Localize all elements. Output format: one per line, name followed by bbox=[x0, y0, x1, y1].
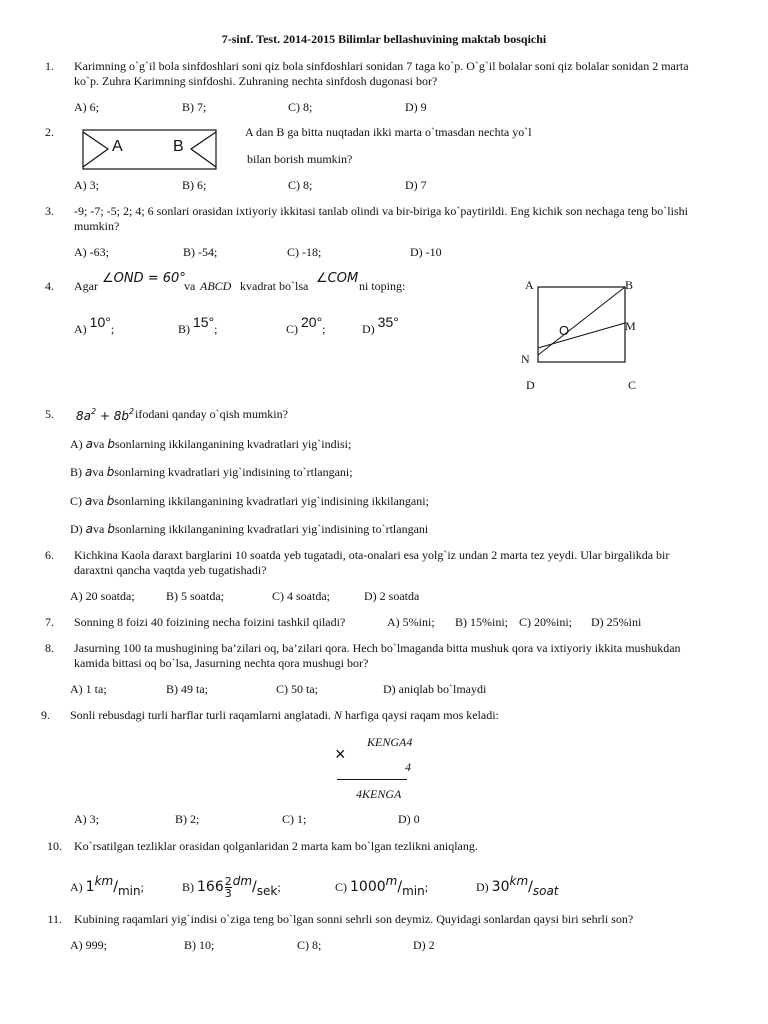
fraction-denominator: 3 bbox=[224, 886, 232, 900]
question-number: 10. bbox=[47, 839, 62, 853]
unit-denominator: soat bbox=[532, 884, 559, 898]
option-a[interactable]: A) -63; bbox=[74, 245, 109, 259]
speed-number: 1 bbox=[85, 879, 95, 895]
option-separator: ; bbox=[277, 880, 281, 894]
option-separator: ; bbox=[214, 322, 218, 336]
option-label: D) bbox=[70, 522, 83, 536]
question-text: Ko`rsatilgan tezliklar orasidan qolganlaridan 2 marta kam bo`lgan tezlikni aniqlang. bbox=[74, 839, 478, 853]
option-d[interactable] bbox=[362, 314, 399, 337]
vertex-d-label: D bbox=[526, 378, 535, 392]
option-a[interactable]: A) 3; bbox=[74, 812, 99, 826]
option-b[interactable]: B) 10; bbox=[184, 938, 215, 952]
question-text-agar: Agar bbox=[74, 279, 98, 293]
rebus-top: KENGA4 bbox=[367, 735, 413, 749]
option-d[interactable]: D) aniqlab bo`lmaydi bbox=[383, 682, 487, 696]
option-c[interactable]: C) 20%ini; bbox=[519, 615, 572, 629]
unit-denominator: sek bbox=[256, 884, 278, 898]
option-a[interactable]: A) 3; bbox=[74, 178, 99, 192]
question-text: Jasurning 100 ta mushugining ba’zilari oq, ba’zilari qora. Hech bo`lmaganda bitta mushuk qora va ixtiyoriy ikkita mushukdan kamida bittasi oq bo`lsa, Jasurning nechta qora mushugi bor? bbox=[74, 641, 681, 670]
option-c[interactable]: C) 4 soatda; bbox=[272, 589, 330, 603]
option-b[interactable]: B) 6; bbox=[182, 178, 207, 192]
unit-numerator: m bbox=[385, 874, 398, 888]
question-text bbox=[70, 708, 499, 723]
speed-value: 1000m/min bbox=[350, 874, 425, 898]
question-number: 2. bbox=[45, 125, 54, 139]
fraction-numerator: 2 bbox=[224, 874, 232, 888]
var-a: a bbox=[85, 522, 94, 536]
question-number: 9. bbox=[41, 708, 50, 722]
option-label: A) bbox=[70, 880, 83, 894]
question-number: 3. bbox=[45, 204, 54, 218]
option-b[interactable]: B) 49 ta; bbox=[166, 682, 208, 696]
var-a: a bbox=[85, 465, 93, 479]
option-label: D) bbox=[476, 880, 489, 894]
point-o-label: O bbox=[559, 323, 570, 338]
option-c[interactable]: C) 8; bbox=[297, 938, 322, 952]
square-name: ABCD bbox=[200, 279, 232, 293]
speed-value: 166 $\frac{2}{3}$ dm/sek bbox=[197, 874, 278, 900]
question-number: 6. bbox=[45, 548, 54, 562]
option-value: 20° bbox=[301, 314, 323, 330]
option-a[interactable] bbox=[70, 437, 351, 452]
unit-numerator: dm bbox=[232, 874, 253, 888]
question-number: 1. bbox=[45, 59, 54, 73]
option-a[interactable]: A) 6; bbox=[74, 100, 99, 114]
question-text-pre: Sonli rebusdagi turli harflar turli raqamlarni anglatadi. bbox=[70, 708, 331, 722]
option-label: B) bbox=[70, 465, 82, 479]
var-a: a bbox=[85, 494, 93, 508]
question-text: -9; -7; -5; 2; 4; 6 sonlari orasidan ixtiyoriy ikkitasi tanlab olindi va bir-biriga ko`paytirildi. Eng kichik son nechaga teng bo`lishi mumkin? bbox=[74, 204, 688, 233]
speed-value: 1km/min bbox=[85, 874, 141, 898]
vertex-b-label: B bbox=[625, 278, 634, 292]
expr-square: 2 bbox=[91, 407, 97, 416]
rebus-result: 4KENGA bbox=[356, 787, 402, 801]
page-title: 7-sinf. Test. 2014-2015 Bilimlar bellashuvining maktab bosqichi bbox=[221, 32, 547, 46]
question-text-kvadrat: kvadrat bo`lsa bbox=[240, 279, 309, 293]
option-label: C) bbox=[286, 322, 298, 336]
expr-square: 2 bbox=[129, 407, 135, 416]
option-c[interactable] bbox=[70, 494, 429, 509]
point-m-label: M bbox=[625, 319, 636, 333]
option-a[interactable] bbox=[74, 314, 115, 337]
angle-com: ∠COM bbox=[316, 271, 359, 286]
question-number: 8. bbox=[45, 641, 54, 655]
option-text: sonlarning ikkilanganining kvadratlari yig`indisi; bbox=[114, 437, 352, 451]
conj: va bbox=[92, 465, 104, 479]
option-b[interactable] bbox=[182, 874, 281, 899]
point-a-label: A bbox=[112, 138, 123, 155]
var-b: b bbox=[107, 522, 115, 536]
expression bbox=[76, 407, 134, 423]
expr-term-a: 8a bbox=[76, 409, 91, 423]
option-d[interactable] bbox=[70, 522, 428, 537]
letter-n: N bbox=[333, 708, 342, 722]
option-b[interactable]: B) 2; bbox=[175, 812, 200, 826]
mixed-fraction bbox=[225, 876, 232, 899]
question-text: Sonning 8 foizi 40 foizining necha foizini tashkil qiladi? bbox=[74, 615, 346, 629]
square-figure bbox=[530, 282, 630, 364]
option-a[interactable] bbox=[70, 874, 144, 898]
conj: va bbox=[92, 494, 104, 508]
option-label: A) bbox=[74, 322, 87, 336]
option-separator: ; bbox=[140, 880, 144, 894]
option-separator: ; bbox=[110, 322, 115, 336]
conj: va bbox=[93, 437, 105, 451]
option-label: C) bbox=[70, 494, 82, 508]
option-b[interactable]: B) 7; bbox=[182, 100, 207, 114]
question-text: ifodani qanday o`qish mumkin? bbox=[135, 407, 288, 421]
option-b[interactable] bbox=[178, 314, 218, 337]
speed-number: 30 bbox=[491, 879, 510, 895]
option-d[interactable]: D) 7 bbox=[405, 178, 427, 192]
option-d[interactable]: D) 25%ini bbox=[591, 615, 642, 629]
option-label: D) bbox=[362, 322, 375, 336]
option-separator: ; bbox=[424, 880, 429, 894]
question-text: Kichkina Kaola daraxt barglarini 10 soatda yeb tugatadi, ota-onalari esa yolg`iz undan 2 marta tez yeydi. Ular birgalikda bir daraxtni qancha vaqtda yeb tugatishadi? bbox=[74, 548, 670, 577]
vertex-c-label: C bbox=[628, 378, 637, 392]
unit-numerator: km bbox=[94, 874, 114, 888]
option-a[interactable]: A) 1 ta; bbox=[70, 682, 107, 696]
option-d[interactable]: D) 2 soatda bbox=[364, 589, 420, 603]
speed-value: 30km/soat bbox=[491, 874, 559, 898]
option-a[interactable]: A) 20 soatda; bbox=[70, 589, 135, 603]
question-text-va: va bbox=[184, 279, 196, 293]
speed-number: 166 bbox=[197, 879, 224, 895]
unit-denominator: min bbox=[117, 884, 141, 898]
question-number: 7. bbox=[45, 615, 54, 629]
question-text: Karimning o`g`il bola sinfdoshlari soni qiz bola sinfdoshlari sonidan 7 taga ko`p. O`g`il bolalar soni qiz bolalar sonidan 2 marta ko`p. Zuhra Karimning sinfdoshi. Zuhraning nechta sinfdosh dugonasi bor? bbox=[74, 59, 689, 88]
multiply-sign: × bbox=[335, 744, 346, 764]
question-text-line-1: A dan B ga bitta nuqtadan ikki marta o`tmasdan nechta yo`l bbox=[245, 125, 532, 139]
option-a[interactable]: A) 999; bbox=[70, 938, 107, 952]
question-number: 4. bbox=[45, 279, 54, 293]
option-d[interactable]: D) 2 bbox=[413, 938, 435, 952]
path-figure bbox=[82, 129, 218, 171]
angle-ond-condition: ∠OND = 60° bbox=[102, 271, 186, 286]
option-b[interactable]: B) -54; bbox=[183, 245, 218, 259]
option-c[interactable] bbox=[286, 314, 326, 337]
option-d[interactable]: D) 0 bbox=[398, 812, 420, 826]
option-b[interactable]: B) 5 soatda; bbox=[166, 589, 224, 603]
option-value: 15° bbox=[193, 314, 215, 330]
vertex-a-label: A bbox=[525, 278, 534, 292]
var-b: b bbox=[106, 494, 115, 508]
option-d[interactable]: D) -10 bbox=[410, 245, 442, 259]
question-text: Kubining raqamlari yig`indisi o`ziga teng bo`lgan sonni sehrli son deymiz. Quyidagi sonlardan qaysi biri sehrli son? bbox=[74, 912, 634, 926]
option-c[interactable]: C) -18; bbox=[287, 245, 322, 259]
option-b[interactable] bbox=[70, 465, 353, 480]
var-b: b bbox=[107, 437, 115, 451]
option-text: sonlarning ikkilanganining kvadratlari yig`indisining ikkilangani; bbox=[114, 494, 429, 508]
question-text-post: harfiga qaysi raqam mos keladi: bbox=[344, 708, 499, 722]
rebus-line bbox=[337, 779, 407, 780]
question-number: 5. bbox=[45, 407, 54, 421]
option-a[interactable]: A) 5%ini; bbox=[387, 615, 435, 629]
option-label: B) bbox=[178, 322, 190, 336]
var-a: a bbox=[85, 437, 94, 451]
option-label: B) bbox=[182, 880, 194, 894]
option-separator: ; bbox=[322, 322, 326, 336]
option-value: 10° bbox=[89, 314, 111, 330]
point-n-label: N bbox=[521, 352, 530, 366]
expr-term-b: + 8b bbox=[96, 409, 130, 423]
option-value: 35° bbox=[377, 314, 399, 330]
unit-denominator: min bbox=[402, 884, 425, 898]
unit-numerator: km bbox=[509, 874, 529, 888]
option-c[interactable] bbox=[335, 874, 428, 898]
point-b-label: B bbox=[173, 138, 184, 155]
question-number: 11. bbox=[47, 912, 62, 926]
speed-number: 1000 bbox=[350, 879, 386, 895]
rebus-multiplier: 4 bbox=[405, 760, 411, 774]
option-c[interactable]: C) 8; bbox=[288, 100, 313, 114]
option-c[interactable]: C) 1; bbox=[282, 812, 307, 826]
conj: va bbox=[93, 522, 105, 536]
option-text: sonlarning ikkilanganining kvadratlari yig`indisining to`rtlangani bbox=[114, 522, 429, 536]
var-b: b bbox=[106, 465, 115, 479]
option-d[interactable] bbox=[476, 874, 559, 898]
question-text-ni-toping: ni toping: bbox=[359, 279, 406, 293]
option-c[interactable]: C) 50 ta; bbox=[276, 682, 318, 696]
option-text: sonlarning kvadratlari yig`indisining to`rtlangani; bbox=[114, 465, 353, 479]
option-label: A) bbox=[70, 437, 83, 451]
option-label: C) bbox=[335, 880, 347, 894]
option-b[interactable]: B) 15%ini; bbox=[455, 615, 508, 629]
option-c[interactable]: C) 8; bbox=[288, 178, 313, 192]
option-d[interactable]: D) 9 bbox=[405, 100, 427, 114]
question-text-line-2: bilan borish mumkin? bbox=[247, 152, 353, 166]
